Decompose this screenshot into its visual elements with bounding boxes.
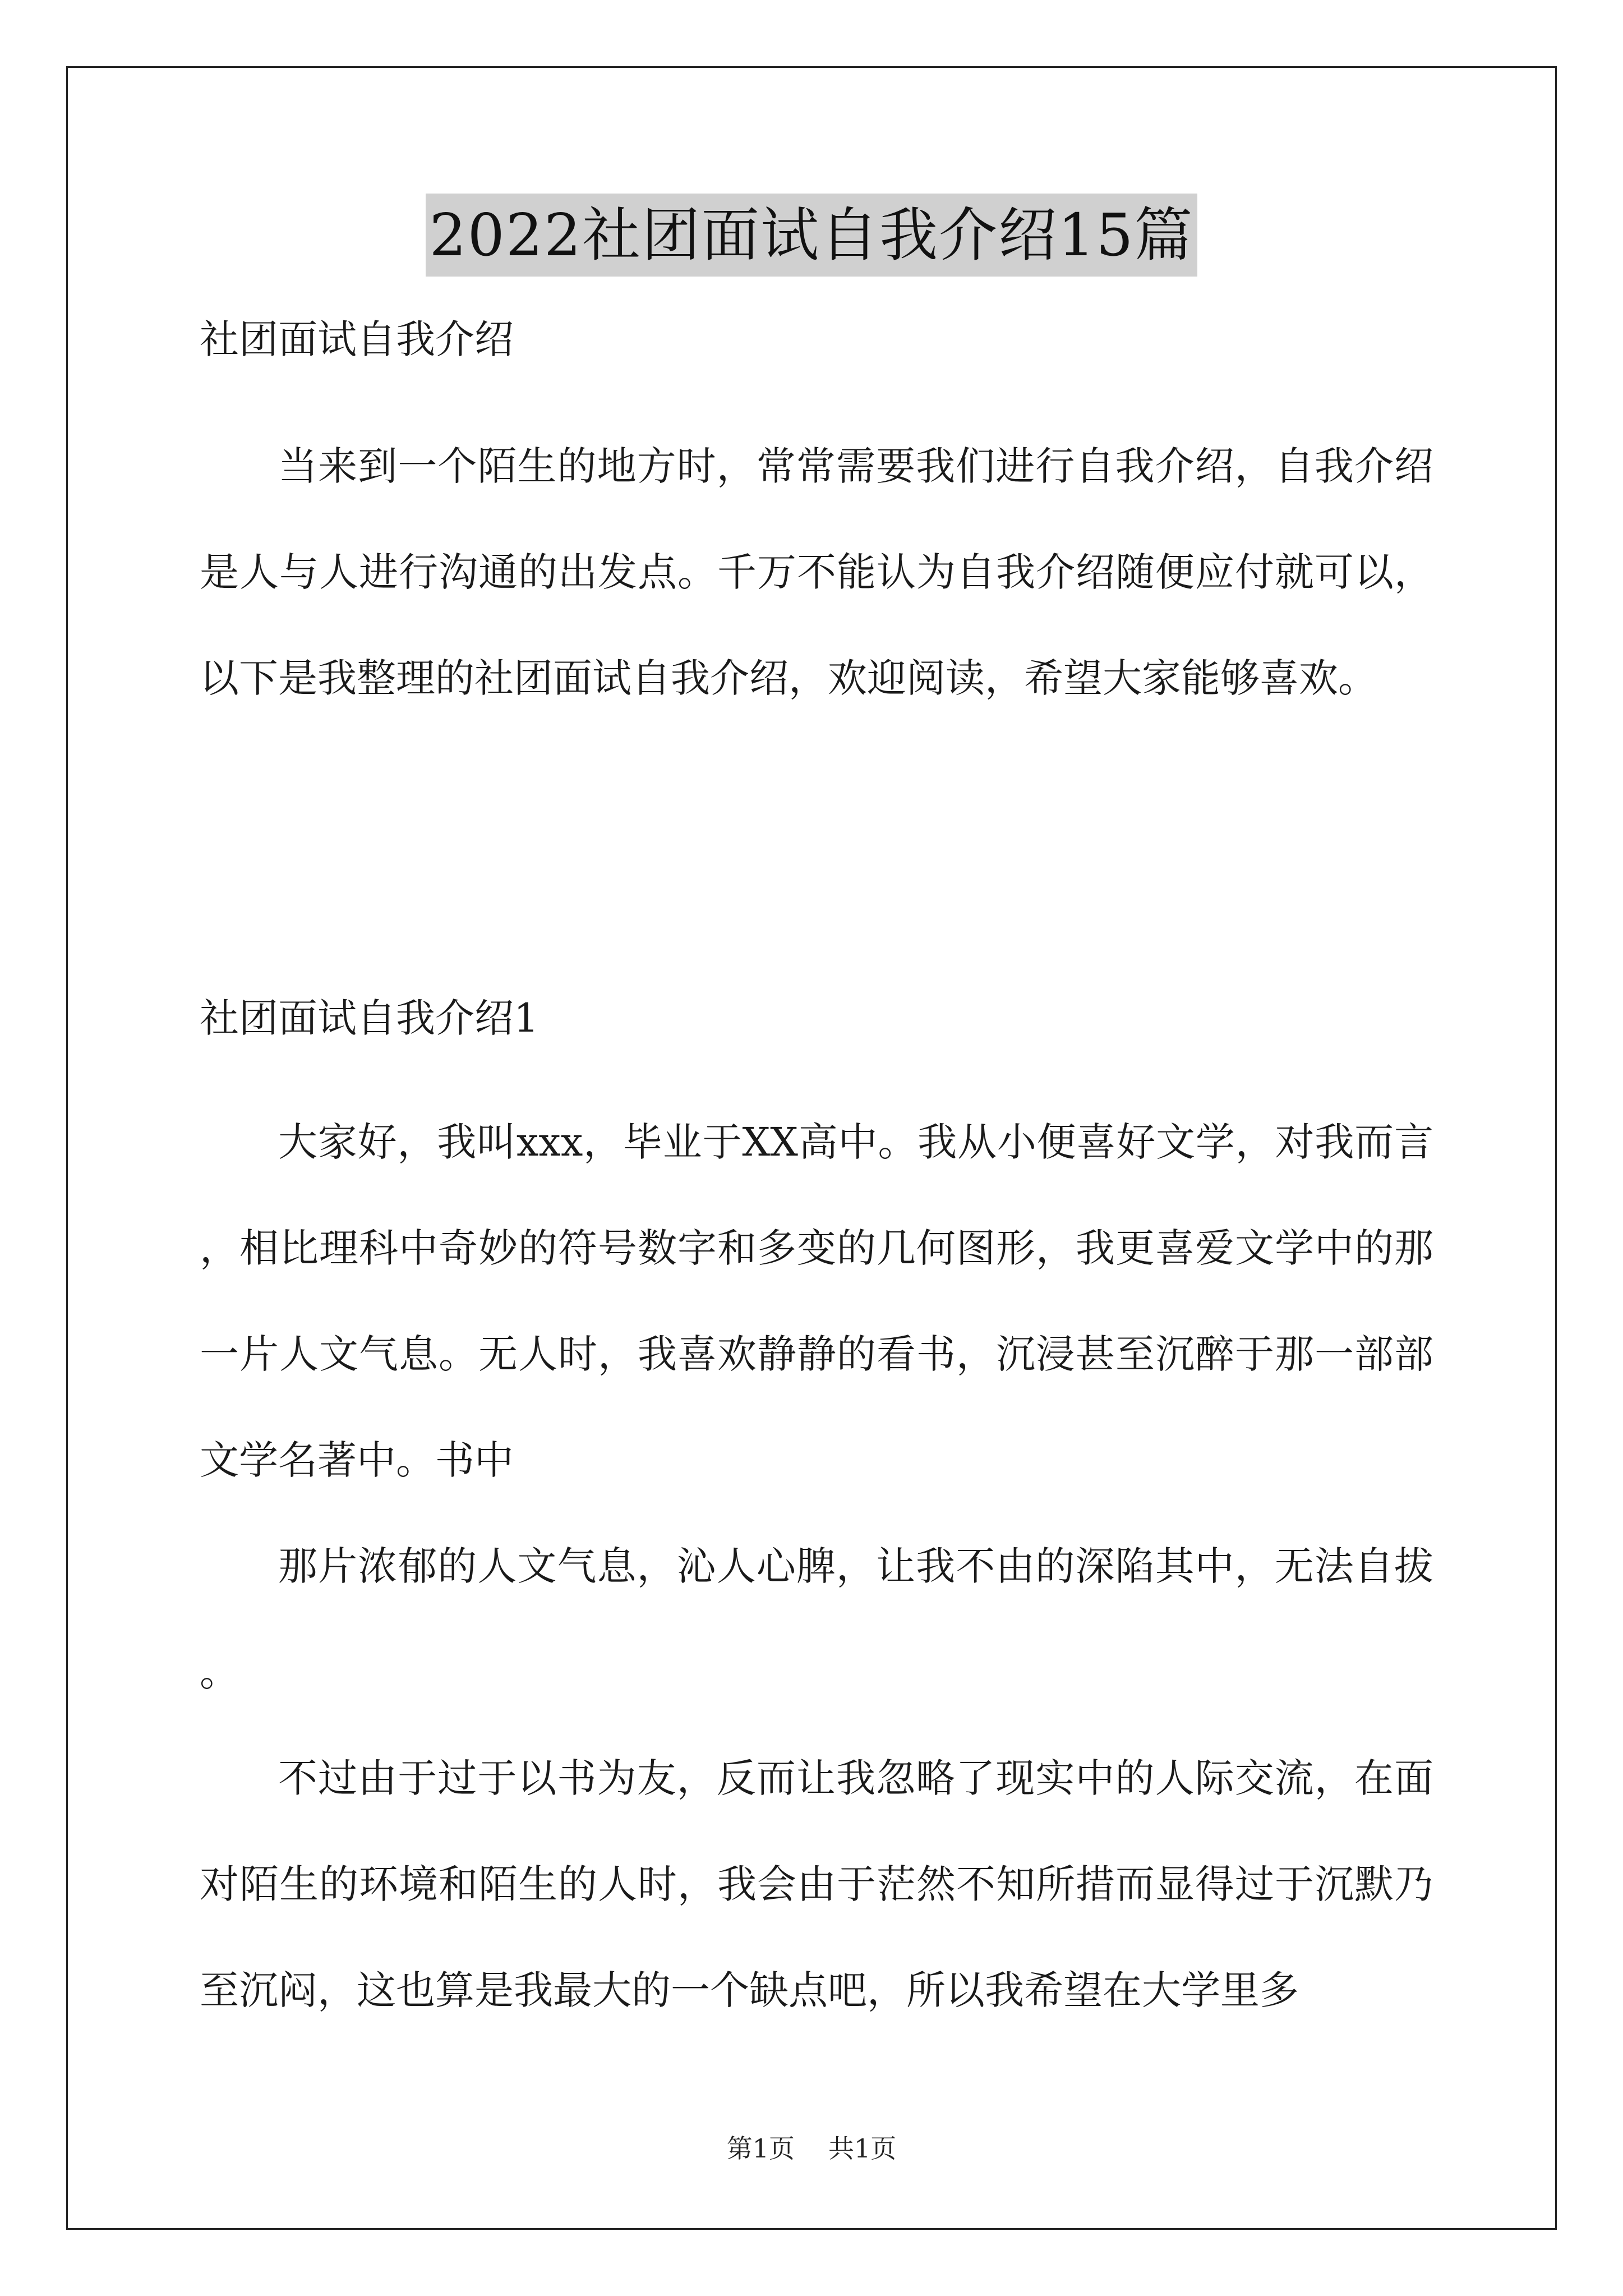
intro-section	[200, 413, 1433, 731]
section-1-paragraph-3: 不过由于过于以书为友，反而让我忽略了现实中的人际交流，在面对陌生的环境和陌生的人时，我会由于茫然不知所措而显得过于沉默乃至沉闷，这也算是我最大的一个缺点吧，所以我希望在大学里多	[200, 1755, 1433, 2013]
section-1-paragraph-2: 那片浓郁的人文气息，沁人心脾，让我不由的深陷其中，无法自拔。	[200, 1543, 1433, 1695]
title-container	[0, 194, 1623, 277]
section-1-heading: 社团面试自我介绍1	[200, 995, 539, 1041]
page-footer	[0, 2132, 1623, 2165]
section-1-paragraph-1: 大家好，我叫xxx，毕业于XX高中。我从小便喜好文学，对我而言，相比理科中奇妙的符号数字和多变的几何图形，我更喜爱文学中的那一片人文气息。无人时，我喜欢静静的看书，沉浸甚至沉醉于那一部部文学名著中。书中	[200, 1119, 1433, 1483]
section-1-body	[200, 1089, 1433, 2044]
document-title: 2022社团面试自我介绍15篇	[426, 194, 1197, 277]
page-number: 第1页	[726, 2133, 795, 2164]
intro-heading: 社团面试自我介绍	[200, 316, 514, 362]
page-total: 共1页	[828, 2133, 897, 2164]
intro-paragraph: 当来到一个陌生的地方时，常常需要我们进行自我介绍，自我介绍是人与人进行沟通的出发点。千万不能认为自我介绍随便应付就可以，以下是我整理的社团面试自我介绍，欢迎阅读，希望大家能够喜欢。	[200, 443, 1433, 701]
